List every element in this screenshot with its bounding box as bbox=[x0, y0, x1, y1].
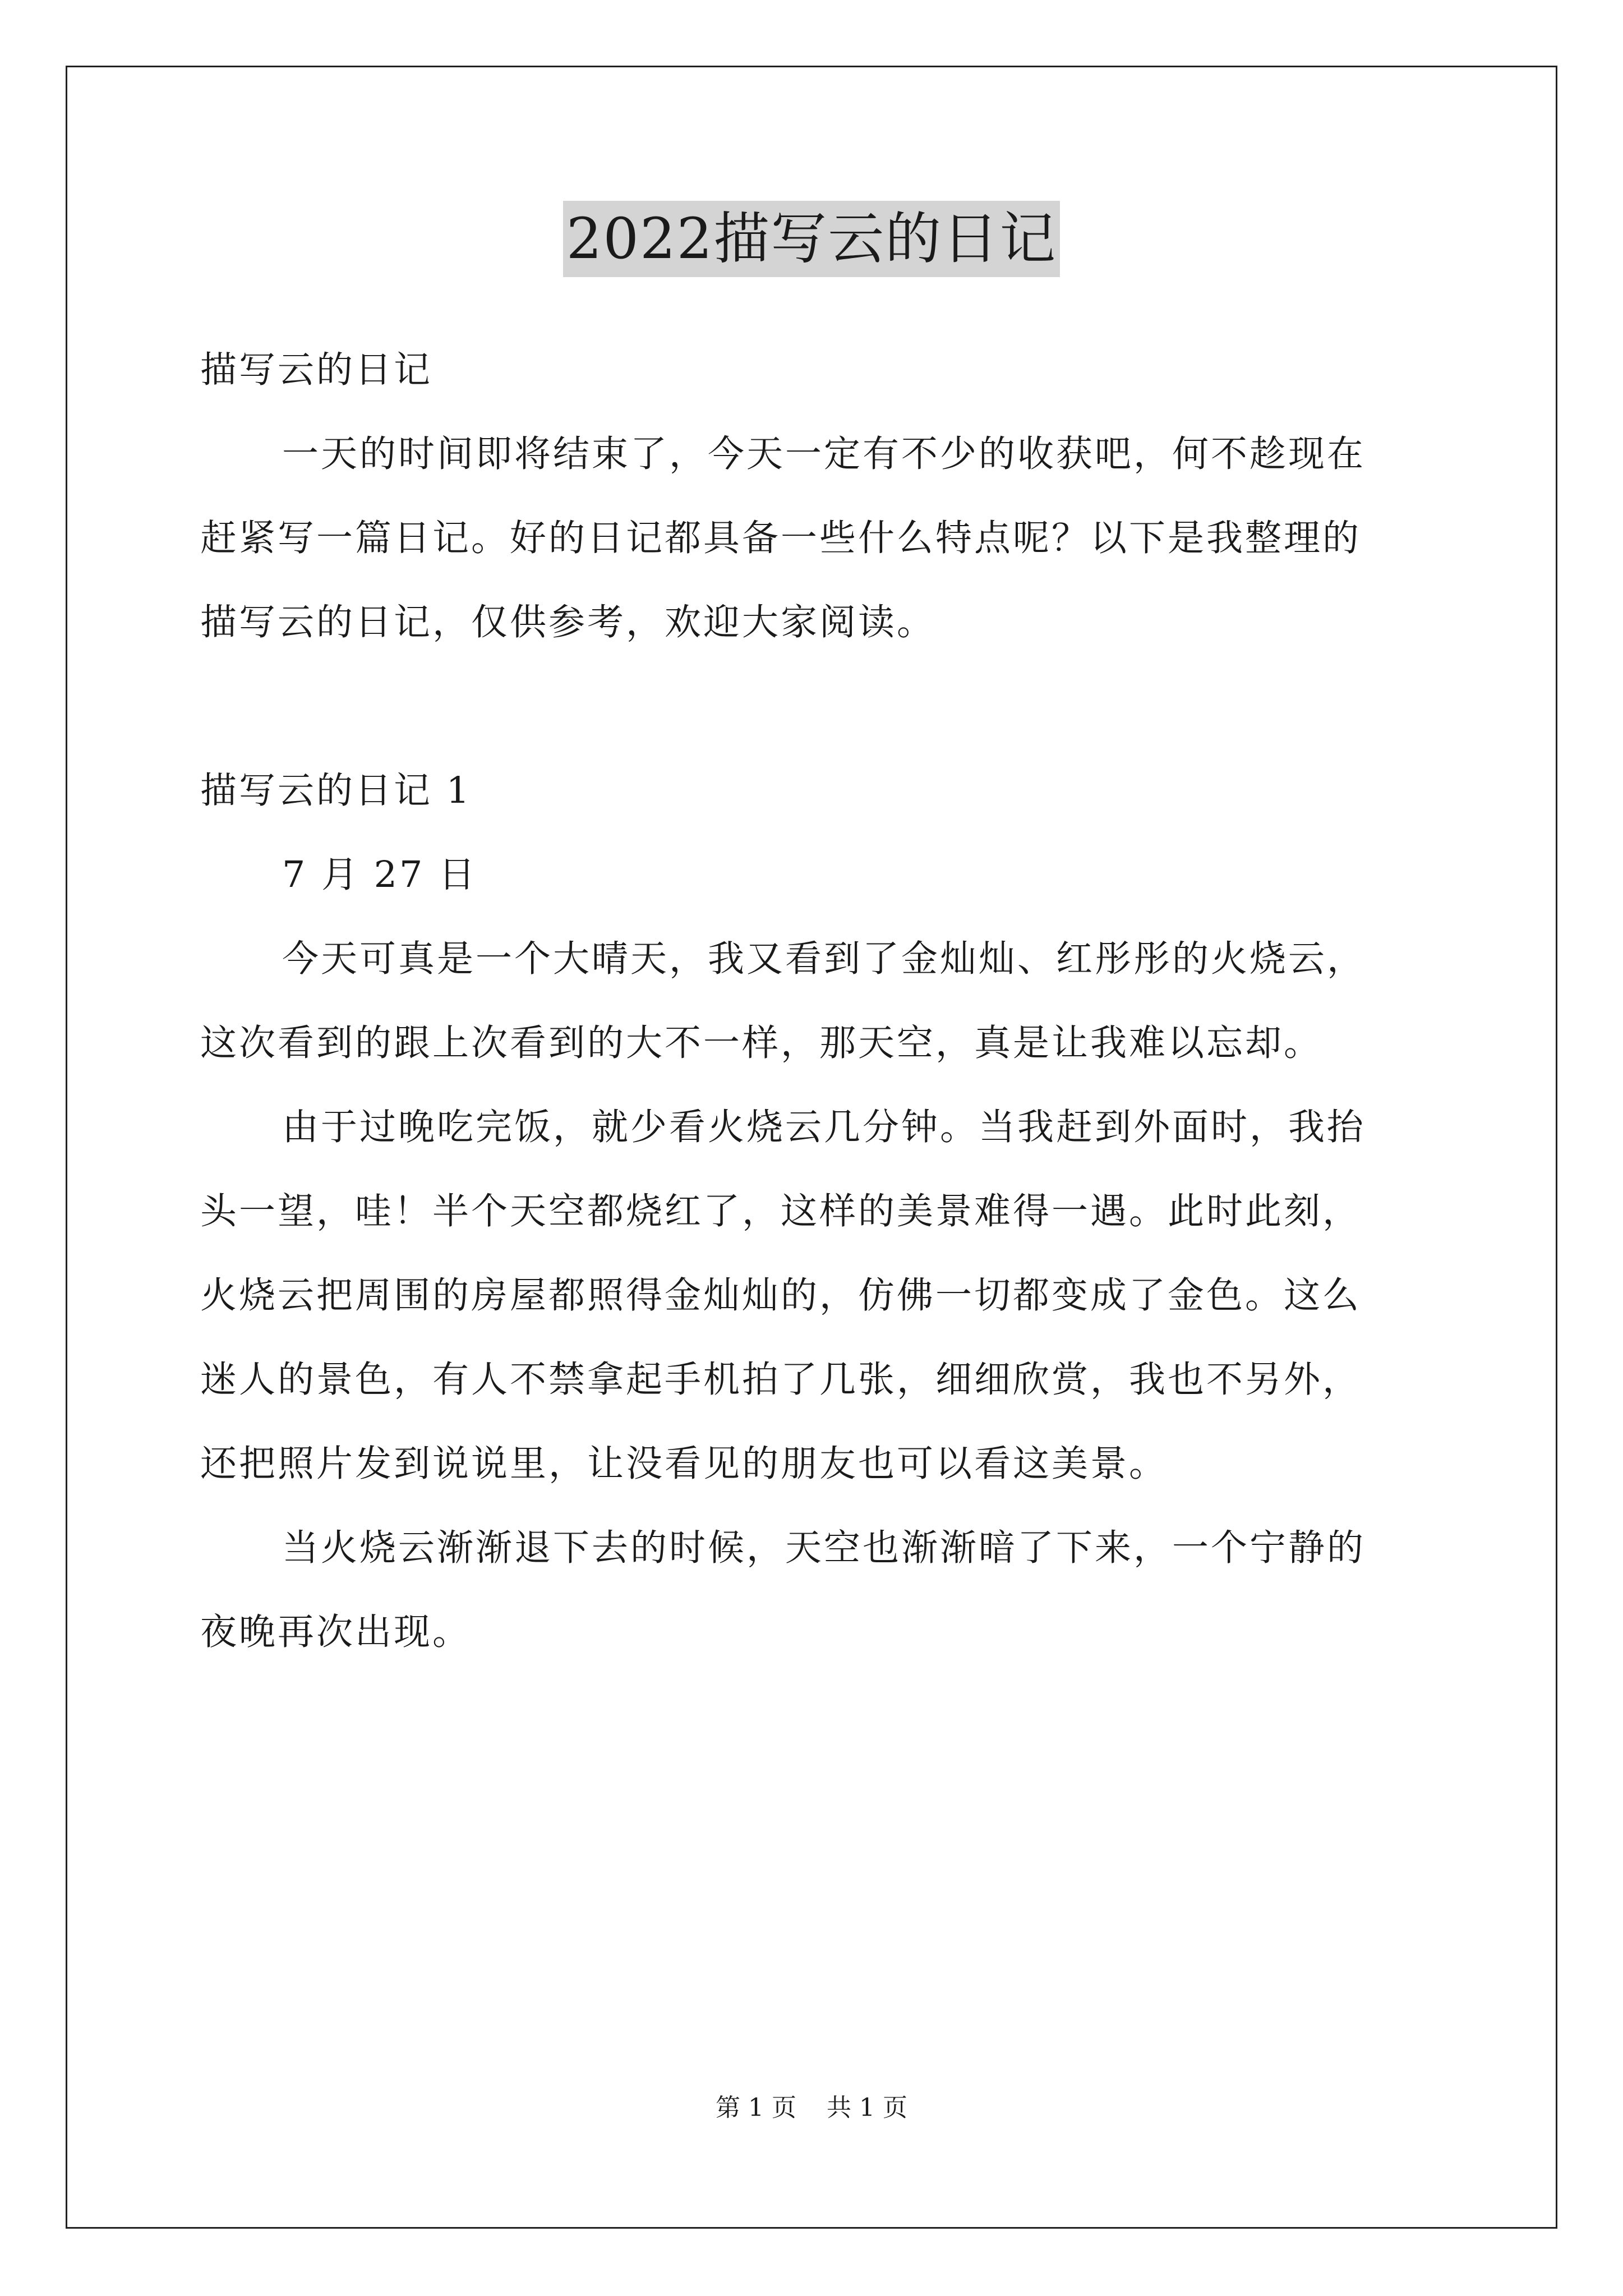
paragraph-line: 由于过晚吃完饭，就少看火烧云几分钟。当我赶到外面时，我抬 bbox=[282, 1106, 1366, 1148]
title-area bbox=[0, 201, 1623, 277]
paragraph-line: 一天的时间即将结束了，今天一定有不少的收获吧，何不趁现在 bbox=[282, 433, 1366, 475]
paragraph-line: 夜晚再次出现。 bbox=[200, 1611, 472, 1653]
paragraph-line: 这次看到的跟上次看到的大不一样，那天空，真是让我难以忘却。 bbox=[200, 1022, 1323, 1064]
paragraph-line: 火烧云把周围的房屋都照得金灿灿的，仿佛一切都变成了金色。这么 bbox=[200, 1274, 1362, 1317]
paragraph-line: 今天可真是一个大晴天，我又看到了金灿灿、红彤彤的火烧云， bbox=[282, 938, 1366, 980]
paragraph-line: 描写云的日记，仅供参考，欢迎大家阅读。 bbox=[200, 601, 936, 643]
page-total: 共 1 页 bbox=[827, 2093, 907, 2122]
page-number: 第 1 页 bbox=[716, 2093, 796, 2122]
section-heading: 描写云的日记 1 bbox=[200, 770, 472, 812]
section-heading: 描写云的日记 bbox=[200, 349, 433, 391]
page-footer bbox=[0, 2091, 1623, 2125]
paragraph-line: 还把照片发到说说里，让没看见的朋友也可以看这美景。 bbox=[200, 1443, 1168, 1485]
paragraph-line: 迷人的景色，有人不禁拿起手机拍了几张，细细欣赏，我也不另外， bbox=[200, 1359, 1362, 1401]
date-line: 7 月 27 日 bbox=[282, 854, 478, 896]
paragraph-line: 当火烧云渐渐退下去的时候，天空也渐渐暗了下来，一个宁静的 bbox=[282, 1527, 1366, 1569]
paragraph-line: 赶紧写一篇日记。好的日记都具备一些什么特点呢？以下是我整理的 bbox=[200, 517, 1362, 559]
document-title: 2022描写云的日记 bbox=[563, 201, 1061, 277]
document-body bbox=[200, 328, 1434, 1674]
blank-line bbox=[200, 665, 1434, 749]
paragraph-line: 头一望，哇！半个天空都烧红了，这样的美景难得一遇。此时此刻， bbox=[200, 1190, 1362, 1232]
